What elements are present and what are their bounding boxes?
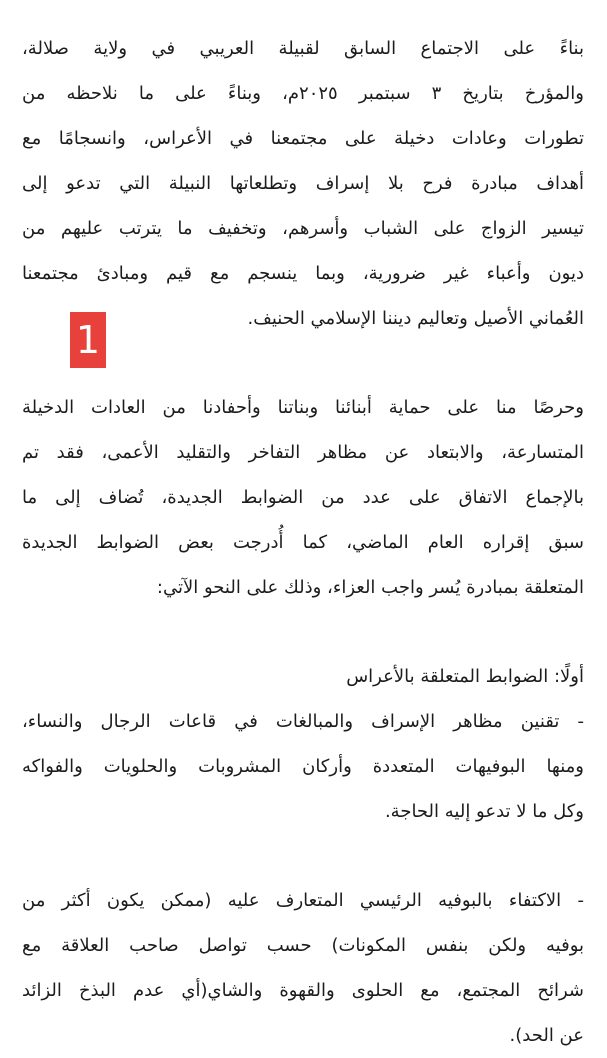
text-line: المتسارعة، والابتعاد عن مظاهر التفاخر والتقليد الأعمى، فقد تم: [22, 442, 584, 463]
text-line: - الاكتفاء بالبوفيه الرئيسي المتعارف عليه (ممكن يكون أكثر من: [22, 890, 584, 911]
text-line: المتعلقة بمبادرة يُسر واجب العزاء، وذلك على النحو الآتي:: [156, 577, 584, 598]
text-line: بالإجماع الاتفاق على عدد من الضوابط الجديدة، تُضاف إلى ما: [22, 487, 584, 508]
page-number-badge: 1: [70, 312, 106, 368]
paragraph-gap: [22, 834, 584, 878]
intro-paragraph: [22, 26, 584, 341]
section-heading: أولًا: الضوابط المتعلقة بالأعراس: [346, 666, 584, 687]
text-line: عن الحد).: [509, 1025, 584, 1046]
text-line: بوفيه ولكن بنفس المكونات) حسب تواصل صاحب العلاقة مع: [22, 935, 584, 956]
text-line: وكل ما لا تدعو إليه الحاجة.: [384, 801, 584, 822]
text-line: العُماني الأصيل وتعاليم ديننا الإسلامي الحنيف.: [247, 308, 584, 329]
weddings-section: [22, 654, 584, 834]
text-line: أهداف مبادرة فرح بلا إسراف وتطلعاتها النبيلة التي تدعو إلى: [22, 173, 584, 194]
text-line: - تقنين مظاهر الإسراف والمبالغات في قاعات الرجال والنساء،: [22, 711, 584, 732]
text-line: ديون وأعباء غير ضرورية، وبما ينسجم مع قيم ومبادئ مجتمعنا: [22, 263, 584, 284]
text-line: شرائح المجتمع، مع الحلوى والقهوة والشاي(أي عدم البذخ الزائد: [22, 980, 584, 1001]
decision-paragraph: [22, 385, 584, 610]
paragraph-gap: [22, 341, 584, 385]
text-line: ومنها البوفيهات المتعددة وأركان المشروبات والحلويات والفواكه: [22, 756, 584, 777]
text-line: والمؤرخ بتاريخ ٣ سبتمبر ٢٠٢٥م، وبناءً على ما نلاحظه من: [22, 83, 584, 104]
text-line: تطورات وعادات دخيلة على مجتمعنا في الأعراس، وانسجامًا مع: [22, 128, 584, 149]
text-line: تيسير الزواج على الشباب وأسرهم، وتخفيف ما يترتب عليهم من: [22, 218, 584, 239]
buffet-rule-paragraph: [22, 878, 584, 1058]
text-line: وحرصًا منا على حماية أبنائنا وبناتنا وأحفادنا من العادات الدخيلة: [22, 397, 584, 418]
paragraph-gap: [22, 610, 584, 654]
text-line: بناءً على الاجتماع السابق لقبيلة العريبي في ولاية صلالة،: [22, 38, 584, 59]
text-line: سبق إقراره العام الماضي، كما أُدرجت بعض الضوابط الجديدة: [22, 532, 584, 553]
